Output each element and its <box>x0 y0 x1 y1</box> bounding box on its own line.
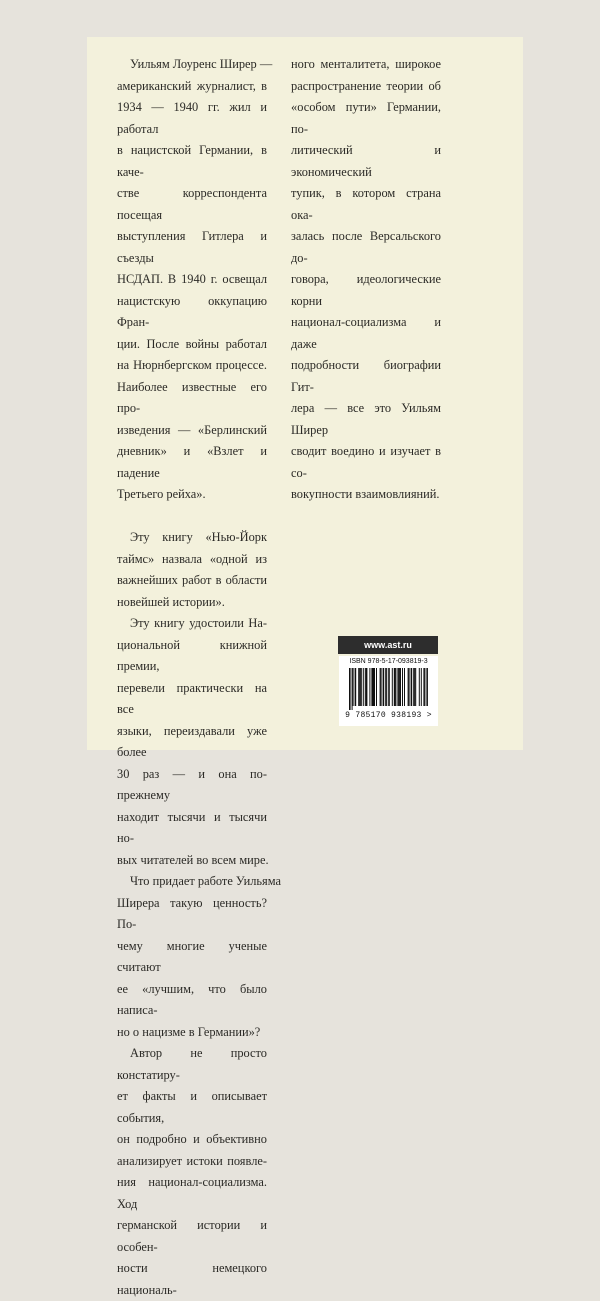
text-line: Автор не просто констатиру- <box>117 1046 267 1082</box>
text-line: Наиболее известные его про- <box>117 379 267 415</box>
text-line: Эту книгу «Нью-Йорк <box>130 530 267 544</box>
text-line: сводит воедино и изучает в со- <box>291 444 441 480</box>
text-line: Эту книгу удостоили На- <box>130 616 267 630</box>
text-line: лера — все это Уильям Ширер <box>291 401 441 437</box>
text-line: германской истории и особен- <box>117 1218 267 1254</box>
publisher-website: www.ast.ru <box>338 636 438 654</box>
text-line: 30 раз — и она по-прежнему <box>117 766 267 802</box>
text-line: Что придает работе Уильяма <box>130 874 282 888</box>
text-line: перевели практически на все <box>117 680 267 716</box>
text-line: выступления Гитлера и съезды <box>117 229 267 265</box>
left-text-column <box>117 54 282 1301</box>
text-line: НСДАП. В 1940 г. освещал <box>117 272 267 286</box>
text-line: американский журналист, в <box>117 78 267 93</box>
barcode-digits: 9 785170 938193 > <box>345 711 432 720</box>
text-line: залась после Версальского до- <box>291 229 441 265</box>
text-line: он подробно и объективно <box>117 1132 267 1146</box>
text-line: ния национал-социализма. Ход <box>117 1175 267 1211</box>
text-line: ности немецкого националь- <box>117 1261 267 1297</box>
text-line: ного менталитета, широкое <box>291 57 441 71</box>
text-line: таймс» назвала «одной из <box>117 551 267 566</box>
text-line: чему многие ученые считают <box>117 938 267 974</box>
text-line: Уильям Лоуренс Ширер — <box>130 57 273 71</box>
text-line: Ширера такую ценность? По- <box>117 895 267 931</box>
text-line: дневник» и «Взлет и падение <box>117 444 267 480</box>
text-line: тупик, в котором страна ока- <box>291 186 441 222</box>
text-line: в нацистской Германии, в каче- <box>117 143 267 179</box>
text-line: распространение теории об <box>291 78 441 93</box>
text-line: циональной книжной премии, <box>117 637 267 673</box>
text-line: изведения — «Берлинский <box>117 422 267 437</box>
text-line: литический и экономический <box>291 143 441 179</box>
text-line <box>117 506 267 528</box>
barcode-icon <box>349 668 428 710</box>
text-line: вокупности взаимовлияний. <box>291 487 440 501</box>
text-line: на Нюрнбергском процессе. <box>117 358 267 372</box>
text-line: говора, идеологические корни <box>291 272 441 308</box>
isbn-label: ISBN 978-5-17-093819-3 <box>349 658 428 665</box>
text-line: ции. После войны работал <box>117 336 267 351</box>
text-line: Третьего рейха». <box>117 487 206 501</box>
text-line: нацистскую оккупацию Фран- <box>117 293 267 329</box>
text-line: 1934 — 1940 гг. жил и работал <box>117 100 267 136</box>
barcode-block <box>339 656 438 726</box>
right-text-column <box>291 54 441 506</box>
text-line: подробности биографии Гит- <box>291 358 441 394</box>
text-line: языки, переиздавали уже более <box>117 723 267 759</box>
text-line: находит тысячи и тысячи но- <box>117 809 267 845</box>
text-line: стве корреспондента посещая <box>117 186 267 222</box>
text-line: анализирует истоки появле- <box>117 1153 267 1168</box>
text-line: новейшей истории». <box>117 594 225 609</box>
text-line: ет факты и описывает события, <box>117 1089 267 1125</box>
text-line: но о нацизме в Германии»? <box>117 1024 261 1039</box>
text-line: национал-социализма и даже <box>291 315 441 351</box>
text-line: вых читателей во всем мире. <box>117 852 269 867</box>
text-line: ее «лучшим, что было написа- <box>117 981 267 1017</box>
text-line: важнейших работ в области <box>117 573 267 587</box>
text-line: «особом пути» Германии, по- <box>291 100 441 136</box>
